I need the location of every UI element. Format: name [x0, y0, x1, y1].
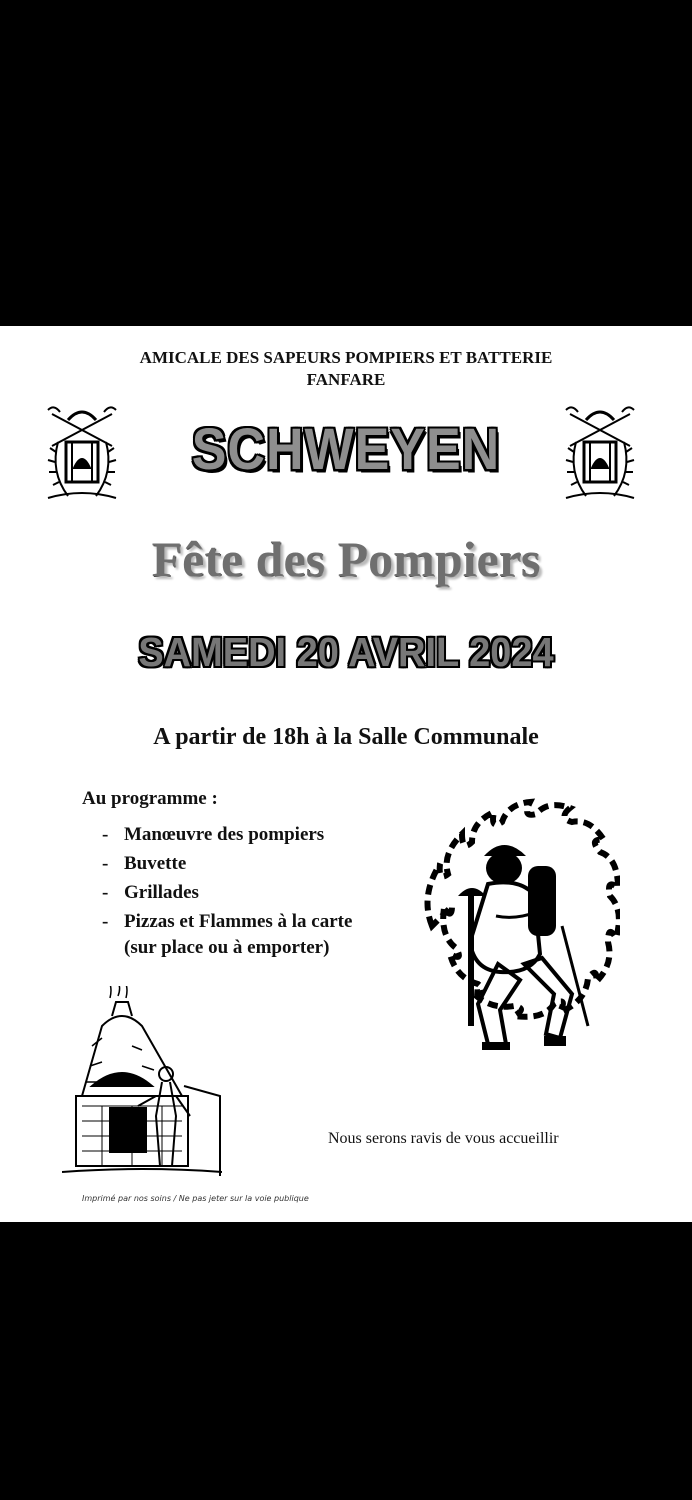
town-name: SCHWEYEN	[191, 417, 501, 483]
association-name: AMICALE DES SAPEURS POMPIERS ET BATTERIE	[139, 348, 553, 367]
list-item: - Manœuvre des pompiers	[102, 824, 325, 845]
list-item: - Buvette	[102, 853, 187, 874]
list-item: - Pizzas et Flammes à la carte (sur place ou à emporter)	[102, 911, 353, 958]
program-list	[102, 820, 352, 959]
welcome-message: Nous serons ravis de vous accueillir	[328, 1130, 559, 1147]
list-item: - Grillades	[102, 882, 199, 903]
association-name-line2: FANFARE	[306, 370, 386, 389]
program-item-note: (sur place ou à emporter)	[124, 937, 330, 958]
flyer	[0, 326, 692, 1222]
program-item-label: Buvette	[124, 853, 187, 874]
bread-oven-illustration	[62, 986, 222, 1186]
program-item-label: Pizzas et Flammes à la carte	[124, 911, 353, 932]
program-item-label: Manœuvre des pompiers	[124, 824, 325, 845]
event-title: Fête des Pompiers	[151, 531, 541, 587]
event-time-place: A partir de 18h à la Salle Communale	[153, 724, 539, 750]
print-notice: Imprimé par nos soins / Ne pas jeter sur la voie publique	[82, 1194, 309, 1203]
event-date: SAMEDI 20 AVRIL 2024	[138, 630, 554, 676]
program-item-label: Grillades	[124, 882, 199, 903]
firefighter-in-flames-illustration	[412, 796, 620, 1066]
program-heading: Au programme :	[82, 788, 218, 809]
